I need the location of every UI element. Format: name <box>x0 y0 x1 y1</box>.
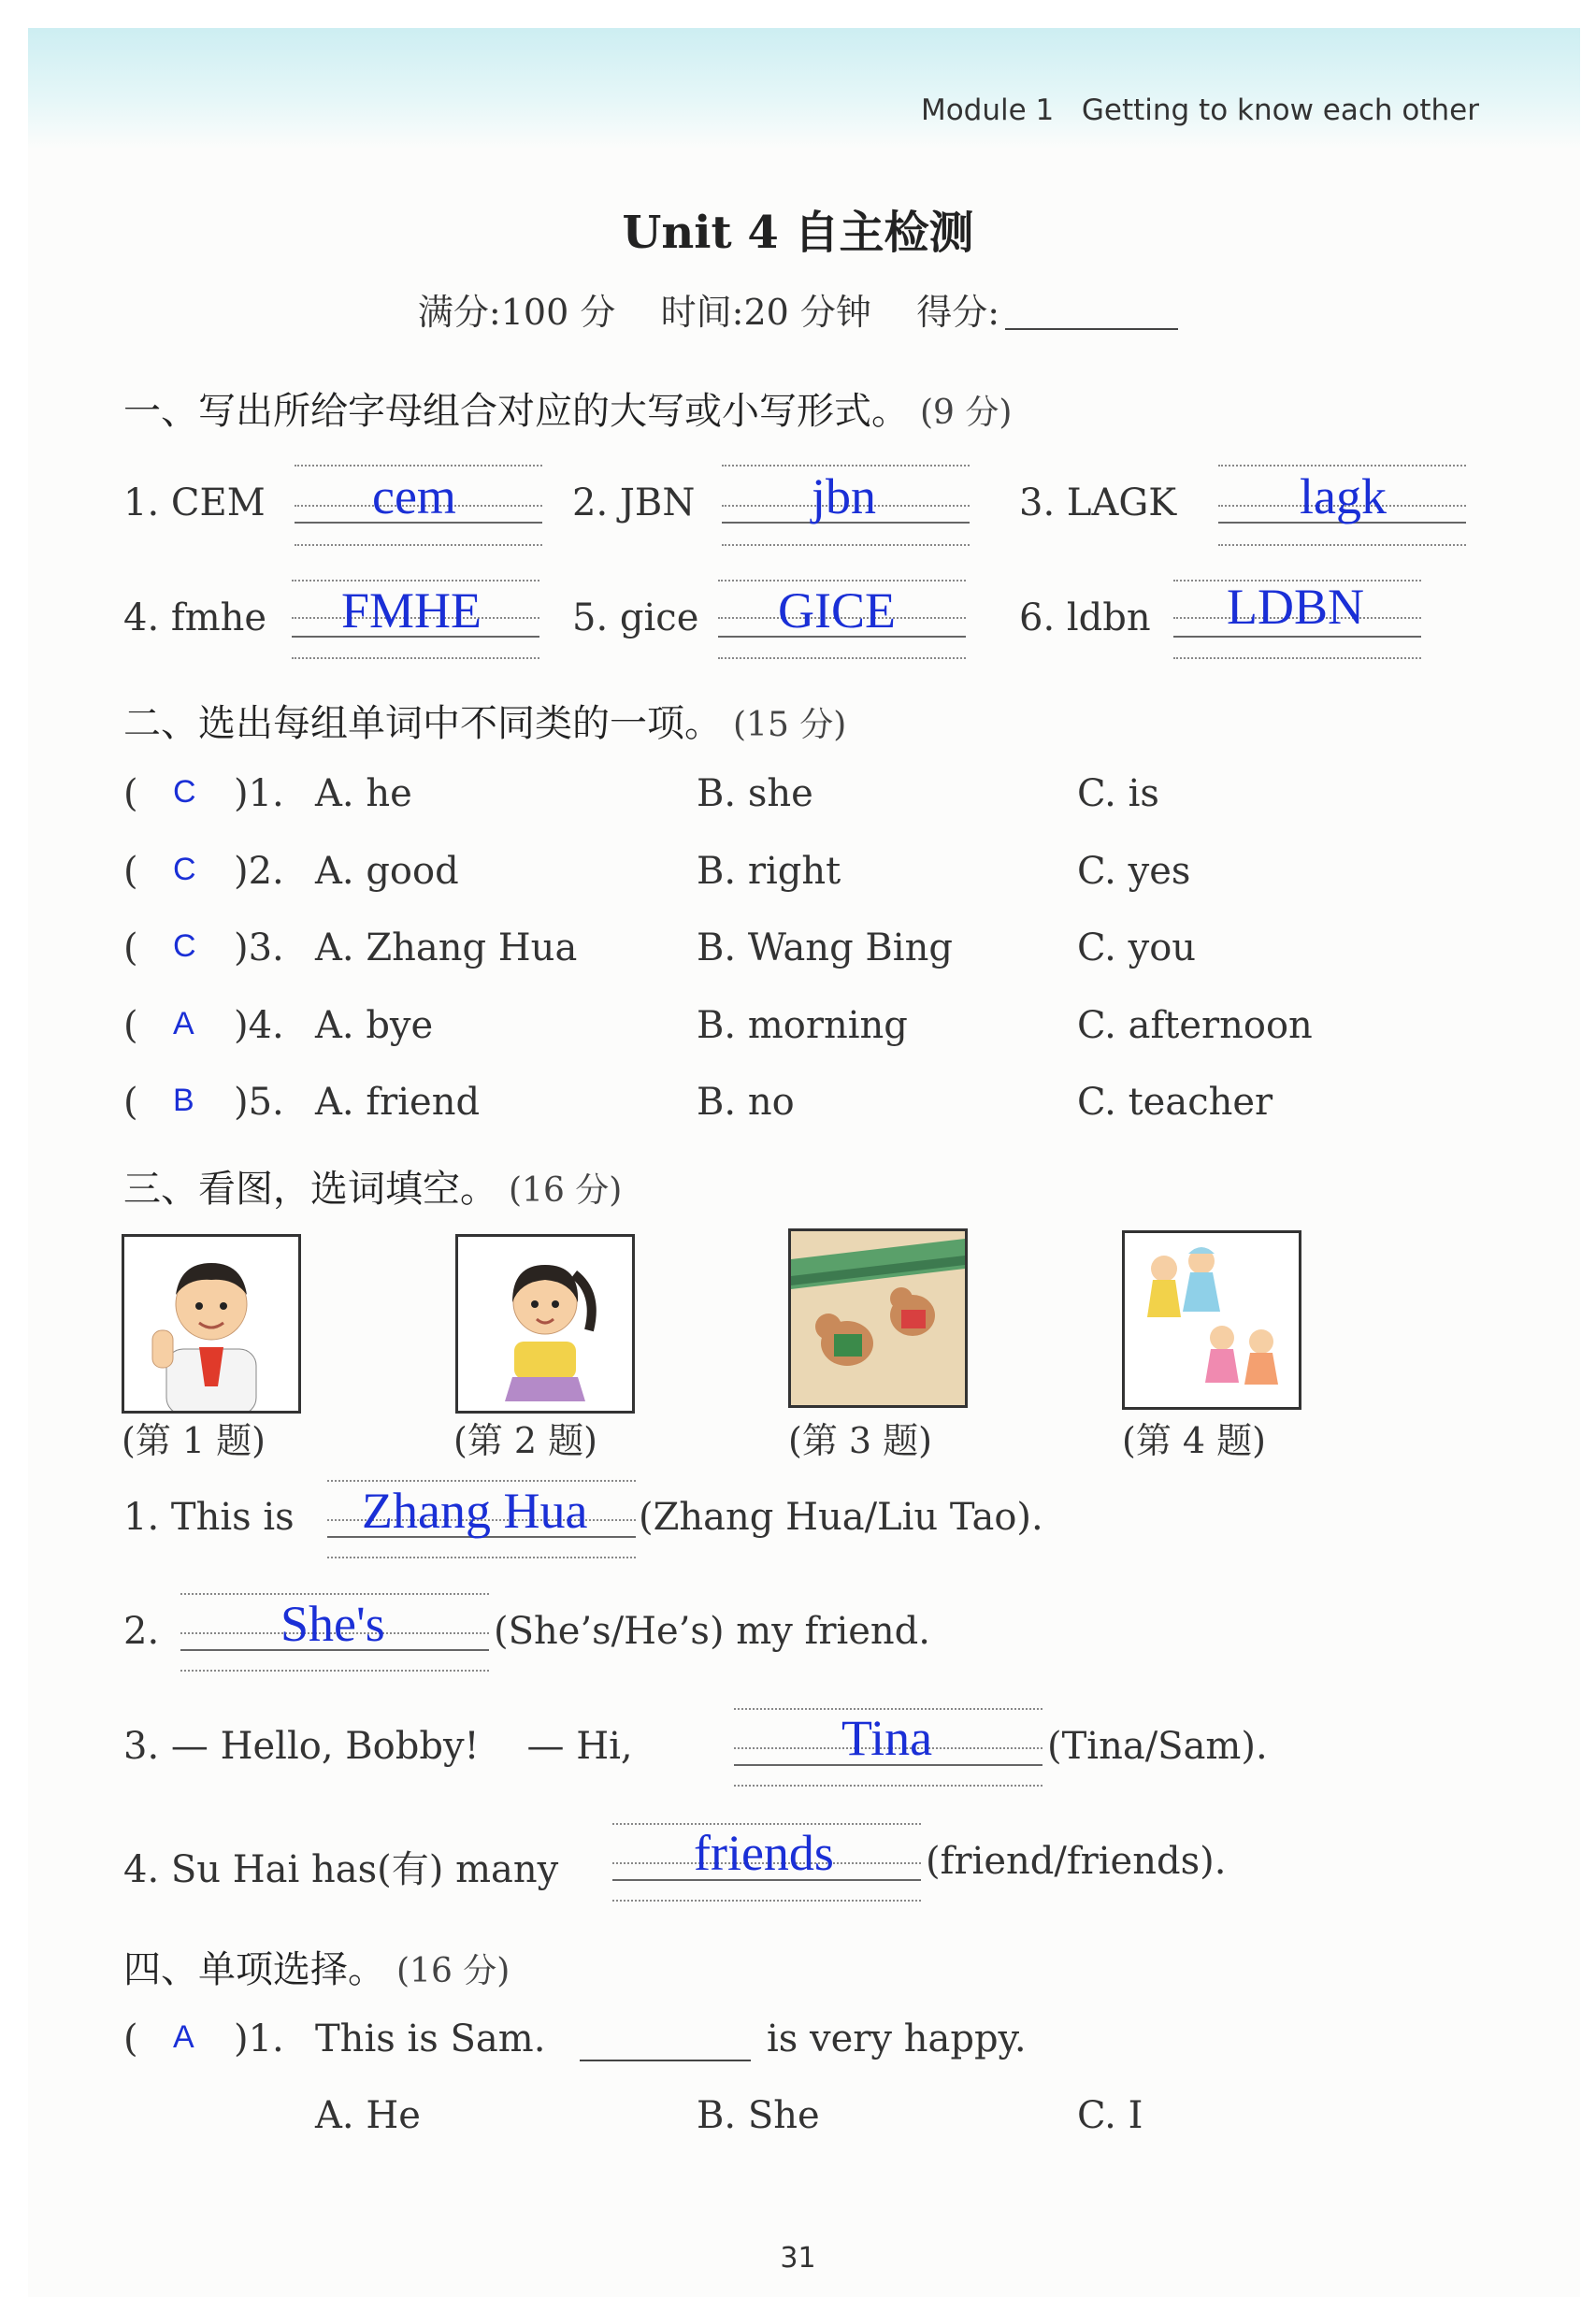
module-label: Module 1 <box>920 93 1055 127</box>
s4-answer-1[interactable]: A <box>173 2019 194 2055</box>
s2-option-b: B. right <box>697 850 841 893</box>
s2-option-b: B. Wang Bing <box>697 926 953 969</box>
s1-item-1: 1. CEM <box>123 481 266 524</box>
s4-option-a: A. He <box>315 2094 421 2137</box>
running-header <box>921 93 1479 127</box>
s1-item-4: 4. fmhe <box>123 596 267 639</box>
s2-answer-1[interactable]: C <box>173 774 196 810</box>
section-2-heading: 二、选出每组单词中不同类的一项。 (15 分) <box>123 702 847 745</box>
s1-item-5: 5. gice <box>572 596 699 639</box>
s1-answer-5[interactable]: GICE <box>778 582 896 639</box>
time-limit: 时间:20 分钟 <box>660 292 871 333</box>
header-banner <box>28 28 1580 150</box>
score-blank[interactable] <box>1005 300 1178 330</box>
s2-answer-4[interactable]: A <box>173 1006 194 1041</box>
s1-answer-3[interactable]: lagk <box>1300 468 1387 524</box>
s3-answer-3[interactable]: Tina <box>841 1710 933 1766</box>
section-4-heading: 四、单项选择。 (16 分) <box>123 1948 510 1991</box>
score-label: 得分: <box>916 292 1000 333</box>
picture-girl <box>455 1234 635 1414</box>
s2-answer-3[interactable]: C <box>173 928 196 964</box>
topic-label: Getting to know each other <box>1081 93 1479 127</box>
section-3-heading: 三、看图，选词填空。 (16 分) <box>123 1168 623 1211</box>
page-title: Unit 4 自主检测 <box>622 207 974 259</box>
s3-item-2: 2. <box>123 1610 160 1653</box>
s1-item-6: 6. ldbn <box>1019 596 1151 639</box>
picture-girls <box>1122 1230 1301 1410</box>
s2-option-a: A. friend <box>315 1081 481 1124</box>
picture-mice <box>788 1228 968 1408</box>
s2-answer-5[interactable]: B <box>173 1083 194 1118</box>
s2-option-b: B. morning <box>697 1004 908 1047</box>
s2-option-c: C. afternoon <box>1077 1004 1313 1047</box>
s4-blank[interactable] <box>580 2060 751 2061</box>
page-number: 31 <box>780 2242 816 2275</box>
s4-row-1: ( <box>123 2017 138 2060</box>
s2-option-b: B. no <box>697 1081 795 1124</box>
caption-1: (第 1 题) <box>122 1420 266 1461</box>
s2-option-c: C. is <box>1077 772 1159 815</box>
section-1-heading: 一、写出所给字母组合对应的大写或小写形式。 (9 分) <box>123 390 1013 433</box>
s2-row-2: ( <box>123 850 138 893</box>
s1-item-3: 3. LAGK <box>1019 481 1177 524</box>
s1-answer-6[interactable]: LDBN <box>1227 579 1364 635</box>
caption-2: (第 2 题) <box>453 1420 597 1461</box>
s1-answer-2[interactable]: jbn <box>812 468 877 524</box>
s3-item-3: 3. — Hello, Bobby! — Hi, <box>123 1725 633 1768</box>
s2-row-4: ( <box>123 1004 138 1047</box>
caption-3: (第 3 题) <box>788 1420 932 1461</box>
s3-item-1: 1. This is <box>123 1496 295 1539</box>
exam-info <box>0 283 1596 335</box>
s2-answer-2[interactable]: C <box>173 852 196 887</box>
s2-option-c: C. teacher <box>1077 1081 1273 1124</box>
s2-row-1: ( <box>123 772 138 815</box>
full-score: 满分:100 分 <box>417 292 616 333</box>
s4-option-c: C. I <box>1077 2094 1143 2137</box>
s1-answer-4[interactable]: FMHE <box>341 582 482 639</box>
s2-row-5: ( <box>123 1081 138 1124</box>
s2-option-a: A. he <box>315 772 412 815</box>
s3-answer-2[interactable]: She's <box>280 1596 385 1652</box>
s2-option-a: A. good <box>315 850 459 893</box>
s3-answer-1[interactable]: Zhang Hua <box>362 1483 588 1539</box>
s1-item-2: 2. JBN <box>572 481 696 524</box>
s3-item-4: 4. Su Hai has(有) many <box>123 1848 559 1891</box>
caption-4: (第 4 题) <box>1122 1420 1266 1461</box>
s2-option-b: B. she <box>697 772 813 815</box>
s2-option-a: A. Zhang Hua <box>315 926 578 969</box>
s2-row-3: ( <box>123 926 138 969</box>
picture-boy <box>122 1234 301 1414</box>
s2-option-c: C. yes <box>1077 850 1191 893</box>
s4-option-b: B. She <box>697 2094 820 2137</box>
s3-answer-4[interactable]: friends <box>694 1825 834 1881</box>
s2-option-c: C. you <box>1077 926 1197 969</box>
s4-question: This is Sam. <box>315 2017 546 2060</box>
s2-option-a: A. bye <box>315 1004 434 1047</box>
s1-answer-1[interactable]: cem <box>372 468 456 524</box>
